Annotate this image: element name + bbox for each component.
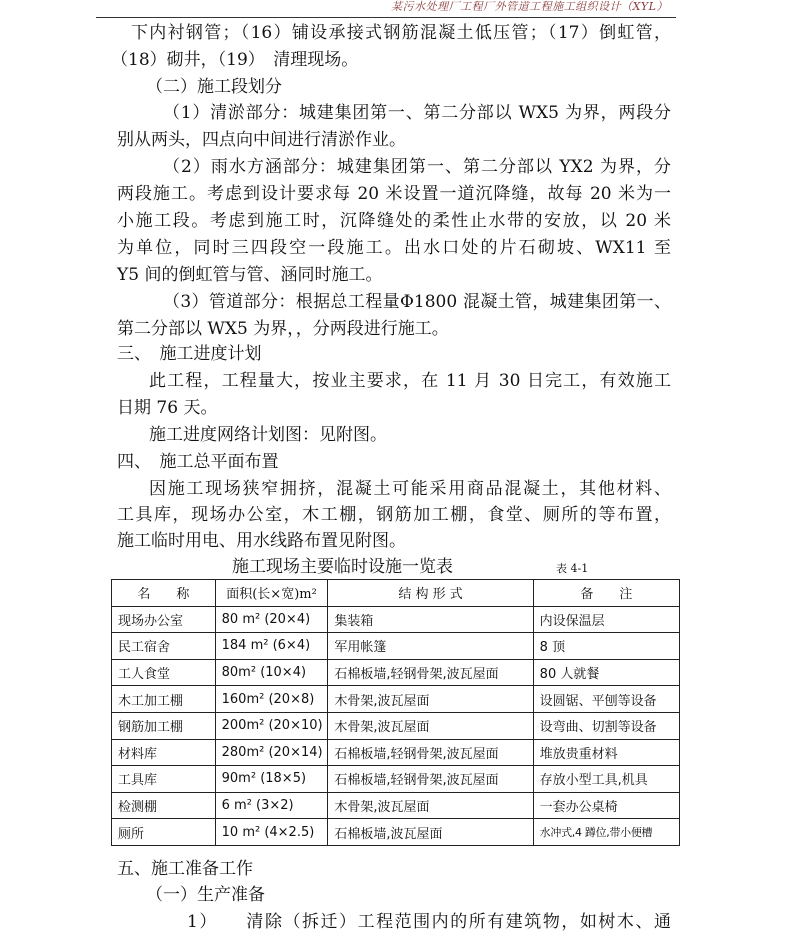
paragraph-line: 施工进度网络计划图：见附图。 [149,425,387,445]
cell-remarks: 内设保温层 [533,606,679,633]
cell-structure: 石棉板墙,波瓦屋面 [328,819,533,846]
cell-area: 80m² (10×4) [215,659,328,686]
table-row [112,792,680,819]
paragraph-line: 日期 76 天。 [117,398,218,418]
paragraph-line: 下内衬钢管；（16）铺设承接式钢筋混凝土低压管；（17）倒虹管， [131,23,671,43]
cell-remarks: 存放小型工具,机具 [533,766,679,793]
cell-name: 检测棚 [112,792,216,819]
cell-area: 200m² (20×10) [215,712,328,739]
table-row [112,606,680,633]
column-header-structure: 结 构 形 式 [328,580,533,607]
paragraph-line: （18）砌井，（19） 清理现场。 [111,50,359,70]
cell-remarks: 8 顶 [533,633,679,660]
paragraph-line: （2）雨水方涵部分：城建集团第一、第二分部以 YX2 为界，分 [163,157,671,177]
cell-structure: 军用帐篷 [328,633,533,660]
section-heading: 四、 施工总平面布置 [117,452,279,472]
paragraph-line: 施工临时用电、用水线路布置见附图。 [117,531,406,551]
cell-remarks: 80 人就餐 [533,659,679,686]
paragraph-line: 别从两头，四点向中间进行清淤作业。 [117,130,406,150]
paragraph-line: 小施工段。考虑到施工时，沉降缝处的柔性止水带的安放，以 20 米 [117,211,671,231]
cell-structure: 木骨架,波瓦屋面 [328,792,533,819]
paragraph-line: 工具库，现场办公室，木工棚，钢筋加工棚，食堂、厕所的等布置， [117,505,671,525]
table-row [112,766,680,793]
table-row [112,712,680,739]
table-header-row [112,580,680,607]
cell-structure: 石棉板墙,轻钢骨架,波瓦屋面 [328,766,533,793]
cell-area: 184 m² (6×4) [215,633,328,660]
section-heading: 五、施工准备工作 [117,859,253,879]
cell-name: 工人食堂 [112,659,216,686]
cell-area: 10 m² (4×2.5) [215,819,328,846]
paragraph-line: （3）管道部分：根据总工程量Φ1800 混凝土管，城建集团第一、 [163,292,671,312]
cell-area: 90m² (18×5) [215,766,328,793]
paragraph-line: 两段施工。考虑到设计要求每 20 米设置一道沉降缝，故每 20 米为一 [117,184,671,204]
cell-name: 钢筋加工棚 [112,712,216,739]
cell-remarks: 设圆锯、平刨等设备 [533,686,679,713]
cell-remarks: 水冲式,4 蹲位,带小便槽 [533,819,679,846]
cell-name: 民工宿舍 [112,633,216,660]
cell-name: 材料库 [112,739,216,766]
section-heading: （二）施工段划分 [146,77,282,97]
cell-area: 80 m² (20×4) [215,606,328,633]
table-row [112,739,680,766]
column-header-area: 面积(长×宽)m² [215,580,328,607]
cell-name: 现场办公室 [112,606,216,633]
cell-area: 160m² (20×8) [215,686,328,713]
paragraph-line: （1）清淤部分：城建集团第一、第二分部以 WX5 为界，两段分 [163,103,671,123]
table-row [112,686,680,713]
cell-structure: 木骨架,波瓦屋面 [328,712,533,739]
column-header-remarks: 备 注 [533,580,679,607]
table-row [112,659,680,686]
table-row [112,633,680,660]
cell-remarks: 堆放贵重材料 [533,739,679,766]
cell-structure: 木骨架,波瓦屋面 [328,686,533,713]
table-row [112,819,680,846]
cell-name: 工具库 [112,766,216,793]
facilities-table [111,579,680,846]
cell-area: 6 m² (3×2) [215,792,328,819]
paragraph-line: 1） 清除（拆迁）工程范围内的所有建筑物，如树木、通 [187,912,671,932]
cell-area: 280m² (20×14) [215,739,328,766]
table-caption: 施工现场主要临时设施一览表 [232,557,453,577]
table-number: 表 4-1 [556,562,589,575]
paragraph-line: 第二分部以 WX5 为界，，分两段进行施工。 [117,319,449,339]
header-title: 某污水处理厂工程厂外管道工程施工组织设计（XYL） [391,0,668,13]
page-header [96,0,676,18]
paragraph-line: 此工程，工程量大，按业主要求，在 11 月 30 日完工，有效施工 [149,371,671,391]
column-header-name: 名 称 [112,580,216,607]
cell-remarks: 设弯曲、切割等设备 [533,712,679,739]
cell-name: 木工加工棚 [112,686,216,713]
cell-structure: 集装箱 [328,606,533,633]
paragraph-line: 为单位，同时三四段空一段施工。出水口处的片石砌坡、WX11 至 [117,238,671,258]
cell-structure: 石棉板墙,轻钢骨架,波瓦屋面 [328,739,533,766]
cell-remarks: 一套办公桌椅 [533,792,679,819]
cell-name: 厕所 [112,819,216,846]
paragraph-line: Y5 间的倒虹管与管、涵同时施工。 [117,265,383,285]
section-heading: （一）生产准备 [146,885,265,905]
section-heading: 三、 施工进度计划 [117,344,262,364]
cell-structure: 石棉板墙,轻钢骨架,波瓦屋面 [328,659,533,686]
paragraph-line: 因施工现场狭窄拥挤，混凝土可能采用商品混凝土，其他材料、 [149,479,671,499]
